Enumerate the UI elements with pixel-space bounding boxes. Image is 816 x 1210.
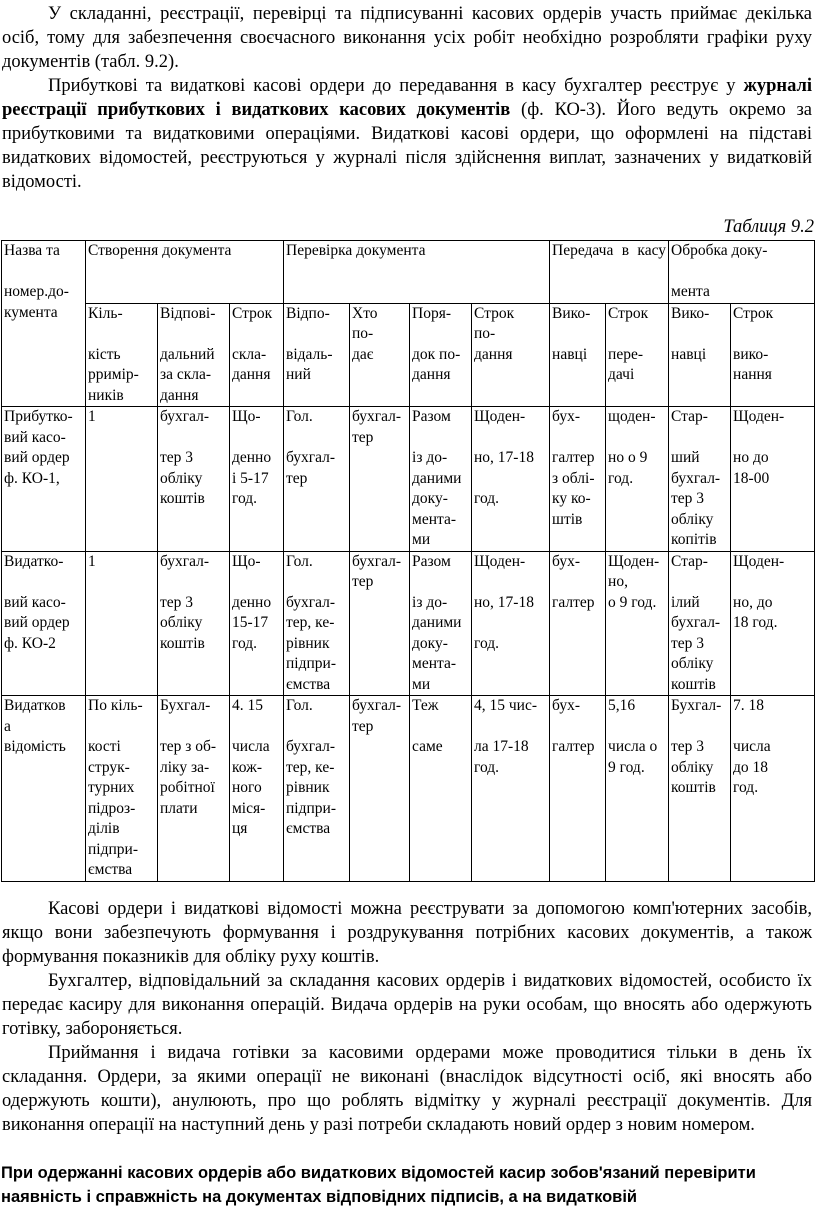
table-cell: Що- денно 15-17 год. bbox=[230, 551, 284, 696]
subheader-creation-deadline: Строк скла- дання bbox=[230, 303, 284, 407]
table-cell: бухгал- тер bbox=[350, 696, 410, 882]
table-sub-header-row bbox=[2, 303, 815, 407]
paragraph-cashier-check: При одержанні касових ордерів або видаткових відомостей касир зобов'язаний перевірити наявність і справжність на документах відповідних підписів, а на видатковій bbox=[1, 1164, 756, 1206]
table-cell: 5,16 числа о 9 год. bbox=[606, 696, 669, 882]
subheader-responsible: Відпові- дальний за скла- дання bbox=[158, 303, 230, 407]
table-row-payroll-statement bbox=[2, 696, 815, 882]
table-cell: бухгал- тер 3 обліку коштів bbox=[158, 407, 230, 552]
subheader-processing-executors: Вико- навці bbox=[669, 303, 731, 407]
subheader-verifier: Відпо- відаль- ний bbox=[284, 303, 350, 407]
subheader-processing-deadline: Строк вико- нання bbox=[731, 303, 815, 407]
paragraph-computer-registration: Касові ордери і видаткові відомості можна реєструвати за допомогою комп'ютерних засобів, якщо вони забезпечують формування і роздрукування потрібних касових документів, а також формування показників для обліку руху коштів. bbox=[2, 899, 812, 967]
table-cell: Щоден- но до 18-00 bbox=[731, 407, 815, 552]
paragraph-journal-text-start: Прибуткові та видаткові касові ордери до передавання в касу бухгалтер реєструє у bbox=[48, 76, 744, 96]
header-processing: Обробка доку- мента bbox=[669, 241, 815, 304]
table-cell: 1 bbox=[86, 407, 158, 552]
table-cell: Видатко- вий касо- вий ордер ф. КО-2 bbox=[2, 551, 86, 696]
table-cell: Стар- ілий бухгал- тер 3 обліку коштів bbox=[669, 551, 731, 696]
subheader-transfer-executors: Вико- навці bbox=[550, 303, 606, 407]
table-cell: Теж саме bbox=[410, 696, 472, 882]
table-cell: 4. 15 числа кож- ного міся- ця bbox=[230, 696, 284, 882]
table-cell: Гол. бухгал- тер, ке- рівник підпри- ємства bbox=[284, 551, 350, 696]
subheader-copies: Кіль- кість pримір- ників bbox=[86, 303, 158, 407]
table-cell: бухгал- тер bbox=[350, 407, 410, 552]
table-group-header-row bbox=[2, 241, 815, 304]
table-cell: Разом із до- даними доку- мента- ми bbox=[410, 551, 472, 696]
header-creation: Створення документа bbox=[86, 241, 284, 304]
table-cell: Щоден- но, до 18 год. bbox=[731, 551, 815, 696]
subheader-submission-order: Поря- док по- дання bbox=[410, 303, 472, 407]
table-cell: Що- денно і 5-17 год. bbox=[230, 407, 284, 552]
paragraph-journal-text-end: (ф. КО-3). Його ведуть окремо за прибутковими та видатковими операціями. Видаткові касові ордери, що оформлені на підставі видаткових відомостей, реєструються у журналі після здійснення виплат, зазначених у видатковій відомості. bbox=[2, 100, 812, 192]
table-cell: Гол. бухгал- тер bbox=[284, 407, 350, 552]
paragraph-same-day-rule: Приймання і видача готівки за касовими ордерами може проводитися тільки в день їх складання. Ордери, за якими операції не виконані (внаслідок відсутності осіб, які вносять або одержують кошти), анулюють, про що роблять відмітку у журналі реєстрації документів. Для виконання операції на наступний день у разі потреби складають новий ордер з новим номером. bbox=[2, 1043, 812, 1135]
subheader-transfer-deadline: Строк пере- дачі bbox=[606, 303, 669, 407]
table-cell: Видатков а відомість bbox=[2, 696, 86, 882]
table-cell: 7. 18 числа до 18 год. bbox=[731, 696, 815, 882]
table-cell: щоден- но о 9 год. bbox=[606, 407, 669, 552]
paragraph-journal-bold-term: журналі реєстрації прибуткових і видаткових касових документів bbox=[2, 76, 812, 120]
document-flow-table bbox=[1, 240, 815, 882]
subheader-submission-deadline: Строк по- дання bbox=[472, 303, 550, 407]
table-row-receipt-order bbox=[2, 407, 815, 552]
table-cell: Щоден- но, 17-18 год. bbox=[472, 551, 550, 696]
table-cell: 1 bbox=[86, 551, 158, 696]
table-row-expense-order bbox=[2, 551, 815, 696]
table-cell: бух- галтер з облі- ку ко- штів bbox=[550, 407, 606, 552]
table-cell: Бухгал- тер 3 обліку коштів bbox=[669, 696, 731, 882]
table-cell: бухгал- тер 3 обліку коштів bbox=[158, 551, 230, 696]
table-cell: Гол. бухгал- тер, ке- рівник підпри- ємства bbox=[284, 696, 350, 882]
table-cell: Разом із до- даними доку- мента- ми bbox=[410, 407, 472, 552]
table-cell: бух- галтер bbox=[550, 696, 606, 882]
paragraph-accountant-transfer: Бухгалтер, відповідальний за складання касових ордерів і видаткових відомостей, особисто їх передає касиру для виконання операцій. Видача ордерів на руки особам, що вносять або одержують готівку, забороняється. bbox=[2, 971, 812, 1039]
paragraph-intro: У складанні, реєстрації, перевірці та підписуванні касових ордерів участь приймає декілька осіб, тому для забезпечення своєчасного виконання усіх робіт необхідно розробляти графіки руху документів (табл. 9.2). bbox=[2, 4, 812, 72]
table-cell: 4, 15 чис- ла 17-18 год. bbox=[472, 696, 550, 882]
table-cell: Щоден- но, о 9 год. bbox=[606, 551, 669, 696]
subheader-submitter: Хто по- дає bbox=[350, 303, 410, 407]
table-cell: Прибутко- вий касо- вий ордер ф. КО-1, bbox=[2, 407, 86, 552]
table-cell: По кіль- кості струк- турних підроз- ділів підпри- ємства bbox=[86, 696, 158, 882]
table-caption: Таблиця 9.2 bbox=[723, 217, 814, 237]
table-cell: бух- галтер bbox=[550, 551, 606, 696]
table-cell: бухгал- тер bbox=[350, 551, 410, 696]
table-cell: Стар- ший бухгал- тер 3 обліку копітів bbox=[669, 407, 731, 552]
header-verification: Перевірка документа bbox=[284, 241, 550, 304]
paragraph-journal bbox=[0, 74, 816, 194]
table-cell: Щоден- но, 17-18 год. bbox=[472, 407, 550, 552]
table-cell: Бухгал- тер з об- ліку за- робітної плати bbox=[158, 696, 230, 882]
header-document-name: Назва та номер.до- кумента bbox=[2, 241, 86, 407]
header-transfer: Передача в касу bbox=[550, 241, 669, 304]
